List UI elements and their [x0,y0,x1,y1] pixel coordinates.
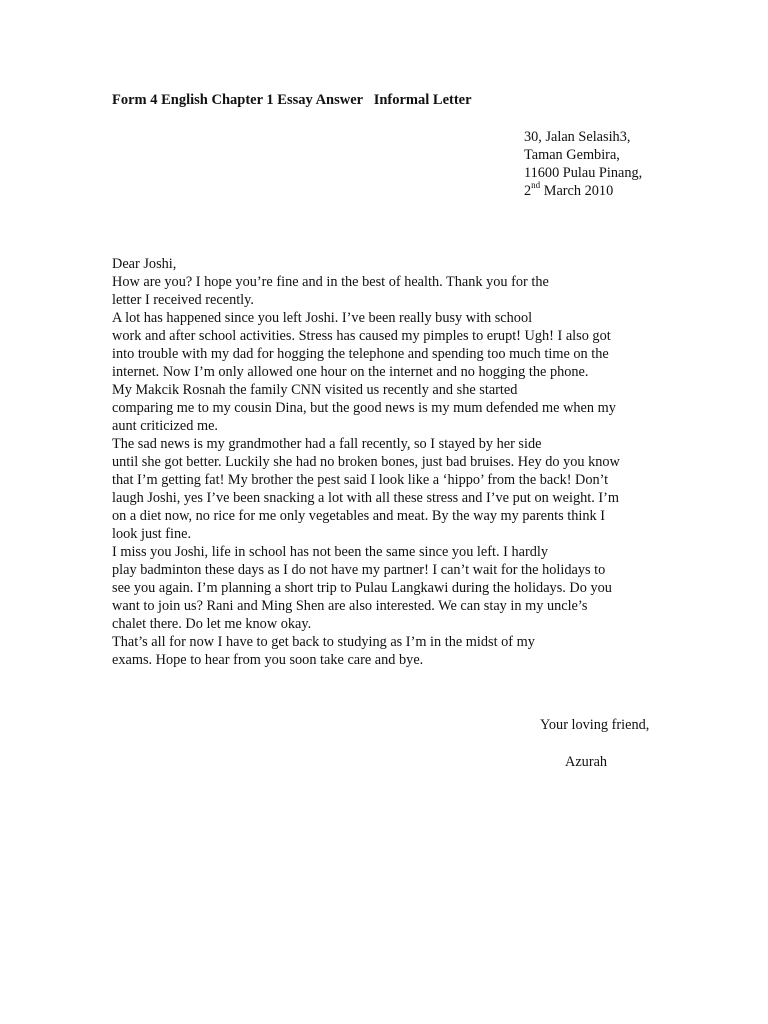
salutation: Dear Joshi, [112,256,177,272]
signature: Azurah [565,754,608,770]
closing: Your loving friend, [540,717,650,733]
body-line: work and after school activities. Stress has caused my pimples to erupt! Ugh! I also got [112,328,611,344]
body-line: into trouble with my dad for hogging the telephone and spending too much time on the [112,346,609,362]
date-suffix: nd [531,180,541,191]
body-line: play badminton these days as I do not have my partner! I can’t wait for the holidays to [112,562,606,578]
address-line-2: Taman Gembira, [524,147,620,163]
body-line: exams. Hope to hear from you soon take care and bye. [112,652,424,668]
body-line: chalet there. Do let me know okay. [112,616,312,632]
letter-date [524,182,642,200]
body-line: My Makcik Rosnah the family CNN visited us recently and she started [112,382,518,398]
body-line: letter I received recently. [112,292,254,308]
body-line: The sad news is my grandmother had a fall recently, so I stayed by her side [112,436,542,452]
body-line: internet. Now I’m only allowed one hour on the internet and no hogging the phone. [112,364,589,380]
body-line: want to join us? Rani and Ming Shen are also interested. We can stay in my uncle’s [112,598,588,614]
body-line: I miss you Joshi, life in school has not been the same since you left. I hardly [112,544,548,560]
body-line: laugh Joshi, yes I’ve been snacking a lot with all these stress and I’ve put on weight. I’m [112,490,620,506]
date-day: 2 [524,183,532,199]
address-line-1: 30, Jalan Selasih3, [524,129,631,145]
body-line: comparing me to my cousin Dina, but the good news is my mum defended me when my [112,400,616,416]
body-line: look just fine. [112,526,192,542]
body-line: that I’m getting fat! My brother the pest said I look like a ‘hippo’ from the back! Don’t [112,472,609,488]
body-line: aunt criticized me. [112,418,218,434]
body-line: A lot has happened since you left Joshi. I’ve been really busy with school [112,310,533,326]
document-title: Form 4 English Chapter 1 Essay Answer Informal Letter [112,92,472,108]
body-line: How are you? I hope you’re fine and in the best of health. Thank you for the [112,274,549,290]
date-month-year: March 2010 [540,183,614,199]
body-line: see you again. I’m planning a short trip to Pulau Langkawi during the holidays. Do you [112,580,612,596]
body-line: That’s all for now I have to get back to studying as I’m in the midst of my [112,634,535,650]
sender-address [524,128,642,200]
letter-body [112,255,657,669]
body-line: on a diet now, no rice for me only vegetables and meat. By the way my parents think I [112,508,605,524]
address-line-3: 11600 Pulau Pinang, [524,165,643,181]
body-line: until she got better. Luckily she had no broken bones, just bad bruises. Hey do you know [112,454,620,470]
